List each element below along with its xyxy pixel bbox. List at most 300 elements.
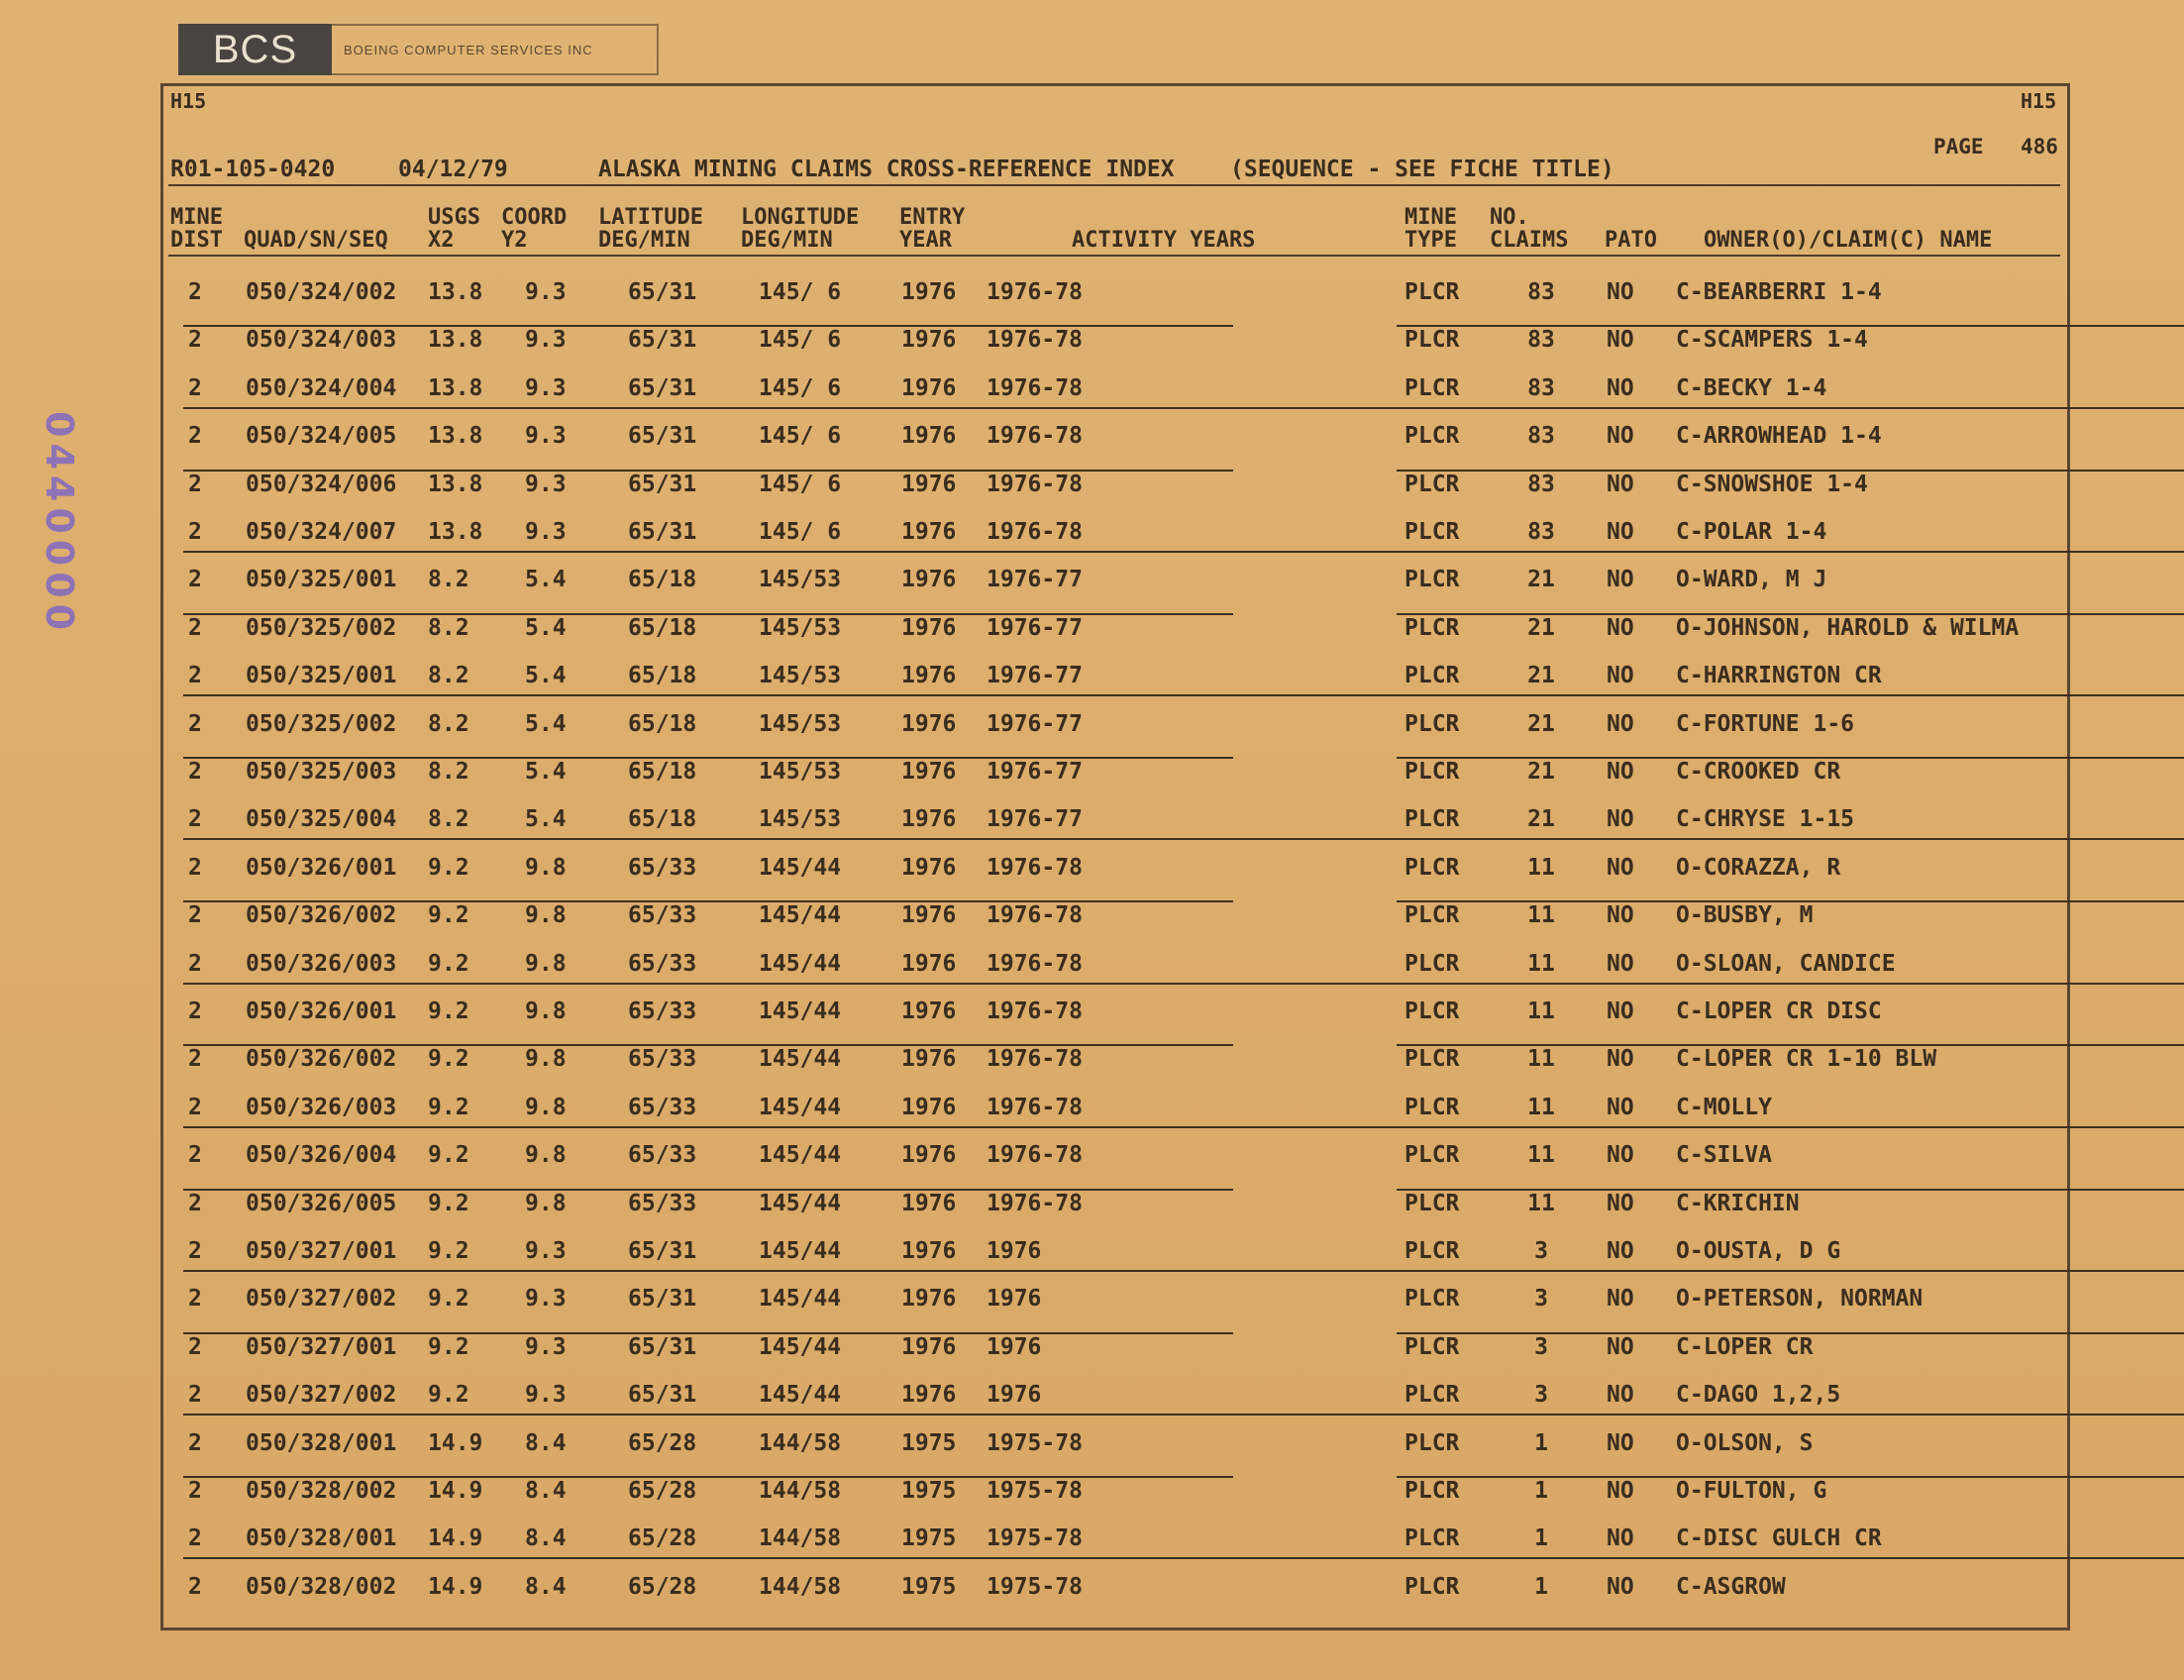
cell-quad: 050/325/002 [246, 615, 397, 641]
cell-claims: 21 [1527, 663, 1555, 688]
cell-activity: 1976-78 [987, 423, 1083, 449]
cell-lon: 145/53 [759, 615, 842, 641]
cell-x2: 14.9 [428, 1430, 483, 1456]
cell-name: C-KRICHIN [1676, 1191, 1800, 1216]
table-row [168, 1566, 2060, 1606]
cell-lon: 144/58 [759, 1478, 842, 1504]
cell-lat: 65/33 [628, 1046, 697, 1072]
cell-x2: 9.2 [428, 902, 469, 928]
cell-lat: 65/33 [628, 902, 697, 928]
cell-pato: NO [1607, 423, 1634, 449]
cell-activity: 1975-78 [987, 1478, 1083, 1504]
cell-activity: 1976 [987, 1334, 1042, 1360]
cell-pato: NO [1607, 472, 1634, 497]
cell-x2: 9.2 [428, 1334, 469, 1360]
cell-dist: 2 [188, 1334, 202, 1360]
cell-type: PLCR [1404, 1142, 1460, 1168]
cell-type: PLCR [1404, 998, 1460, 1024]
cell-pato: NO [1607, 1286, 1634, 1312]
cell-y2: 5.4 [525, 711, 567, 737]
cell-lat: 65/31 [628, 472, 697, 497]
cell-dist: 2 [188, 375, 202, 401]
cell-lat: 65/33 [628, 1095, 697, 1120]
cell-name: O-WARD, M J [1676, 567, 1827, 592]
table-row [168, 368, 2060, 407]
cell-type: PLCR [1404, 1046, 1460, 1072]
cell-entry: 1975 [901, 1430, 957, 1456]
table-row [168, 1087, 2060, 1126]
cell-x2: 9.2 [428, 1095, 469, 1120]
cell-y2: 9.3 [525, 279, 567, 305]
cell-activity: 1975-78 [987, 1430, 1083, 1456]
cell-lon: 145/44 [759, 855, 842, 881]
cell-lon: 145/44 [759, 951, 842, 977]
cell-dist: 2 [188, 327, 202, 353]
cell-name: C-BECKY 1-4 [1676, 375, 1827, 401]
cell-y2: 5.4 [525, 759, 567, 785]
cell-lat: 65/28 [628, 1574, 697, 1600]
cell-x2: 9.2 [428, 855, 469, 881]
cell-dist: 2 [188, 1382, 202, 1408]
cell-activity: 1976-78 [987, 998, 1083, 1024]
cell-claims: 11 [1527, 1095, 1555, 1120]
cell-x2: 9.2 [428, 1142, 469, 1168]
cell-y2: 5.4 [525, 806, 567, 832]
cell-type: PLCR [1404, 1525, 1460, 1551]
cell-lat: 65/28 [628, 1478, 697, 1504]
cell-activity: 1976-78 [987, 519, 1083, 545]
cell-y2: 8.4 [525, 1430, 567, 1456]
cell-activity: 1975-78 [987, 1525, 1083, 1551]
cell-pato: NO [1607, 1142, 1634, 1168]
cell-pato: NO [1607, 1478, 1634, 1504]
cell-type: PLCR [1404, 375, 1460, 401]
cell-entry: 1976 [901, 375, 957, 401]
cell-type: PLCR [1404, 711, 1460, 737]
cell-entry: 1976 [901, 759, 957, 785]
separator-line [183, 1126, 2184, 1128]
cell-y2: 9.8 [525, 902, 567, 928]
cell-quad: 050/326/005 [246, 1191, 397, 1216]
cell-dist: 2 [188, 806, 202, 832]
cell-entry: 1976 [901, 663, 957, 688]
cell-y2: 9.8 [525, 855, 567, 881]
cell-pato: NO [1607, 1238, 1634, 1264]
cell-x2: 8.2 [428, 759, 469, 785]
separator-line [183, 983, 2184, 985]
cell-lat: 65/28 [628, 1430, 697, 1456]
cell-lon: 145/44 [759, 1238, 842, 1264]
cell-claims: 11 [1527, 998, 1555, 1024]
cell-y2: 9.8 [525, 1046, 567, 1072]
cell-lon: 145/ 6 [759, 519, 842, 545]
table-row [168, 1326, 2060, 1366]
cell-pato: NO [1607, 1430, 1634, 1456]
cell-lat: 65/31 [628, 1238, 697, 1264]
cell-y2: 9.3 [525, 1382, 567, 1408]
company-name: BOEING COMPUTER SERVICES INC [332, 24, 659, 75]
cell-y2: 9.3 [525, 472, 567, 497]
column-header-pato: PATO [1605, 228, 1657, 253]
cell-dist: 2 [188, 1191, 202, 1216]
cell-dist: 2 [188, 1142, 202, 1168]
cell-name: C-DAGO 1,2,5 [1676, 1382, 1841, 1408]
cell-y2: 5.4 [525, 663, 567, 688]
table-row [168, 655, 2060, 694]
cell-entry: 1976 [901, 902, 957, 928]
cell-type: PLCR [1404, 1430, 1460, 1456]
cell-pato: NO [1607, 806, 1634, 832]
cell-type: PLCR [1404, 1478, 1460, 1504]
cell-name: C-LOPER CR DISC [1676, 998, 1882, 1024]
cell-pato: NO [1607, 902, 1634, 928]
cell-y2: 9.3 [525, 1286, 567, 1312]
cell-x2: 13.8 [428, 327, 483, 353]
cell-claims: 3 [1534, 1334, 1548, 1360]
cell-dist: 2 [188, 951, 202, 977]
cell-lon: 144/58 [759, 1430, 842, 1456]
cell-x2: 13.8 [428, 423, 483, 449]
cell-entry: 1976 [901, 279, 957, 305]
table-row [168, 1230, 2060, 1270]
cell-claims: 11 [1527, 1142, 1555, 1168]
cell-pato: NO [1607, 567, 1634, 592]
table-row [168, 1470, 2060, 1510]
frame-code-right: H15 [2021, 89, 2057, 113]
report-title: ALASKA MINING CLAIMS CROSS-REFERENCE INDEX [598, 157, 1175, 182]
cell-activity: 1975-78 [987, 1574, 1083, 1600]
column-header-lat: LATITUDE DEG/MIN [598, 205, 703, 253]
cell-dist: 2 [188, 1095, 202, 1120]
cell-lat: 65/31 [628, 1286, 697, 1312]
table-row [168, 1422, 2060, 1462]
cell-type: PLCR [1404, 1286, 1460, 1312]
cell-quad: 050/327/001 [246, 1334, 397, 1360]
cell-dist: 2 [188, 519, 202, 545]
cell-activity: 1976-77 [987, 615, 1083, 641]
cell-x2: 9.2 [428, 1191, 469, 1216]
cell-quad: 050/324/004 [246, 375, 397, 401]
cell-type: PLCR [1404, 615, 1460, 641]
cell-name: C-POLAR 1-4 [1676, 519, 1827, 545]
cell-pato: NO [1607, 327, 1634, 353]
cell-type: PLCR [1404, 759, 1460, 785]
table-row [168, 798, 2060, 838]
cell-pato: NO [1607, 759, 1634, 785]
cell-activity: 1976-78 [987, 855, 1083, 881]
table-row [168, 271, 2060, 311]
cell-dist: 2 [188, 1286, 202, 1312]
cell-claims: 83 [1527, 472, 1555, 497]
cell-lon: 145/44 [759, 902, 842, 928]
cell-dist: 2 [188, 711, 202, 737]
cell-x2: 14.9 [428, 1478, 483, 1504]
cell-quad: 050/326/003 [246, 951, 397, 977]
cell-y2: 9.8 [525, 951, 567, 977]
column-header-mine-type: MINE TYPE [1404, 205, 1457, 253]
cell-lon: 144/58 [759, 1574, 842, 1600]
cell-x2: 9.2 [428, 1382, 469, 1408]
cell-dist: 2 [188, 472, 202, 497]
page-number: 486 [2021, 135, 2058, 158]
cell-type: PLCR [1404, 519, 1460, 545]
cell-lon: 145/44 [759, 1046, 842, 1072]
cell-lat: 65/18 [628, 615, 697, 641]
cell-lon: 144/58 [759, 1525, 842, 1551]
cell-claims: 83 [1527, 375, 1555, 401]
cell-entry: 1976 [901, 423, 957, 449]
cell-pato: NO [1607, 1382, 1634, 1408]
column-header-mine-dist: MINE DIST [170, 205, 223, 253]
cell-activity: 1976-77 [987, 759, 1083, 785]
cell-pato: NO [1607, 855, 1634, 881]
cell-y2: 9.8 [525, 1191, 567, 1216]
cell-lat: 65/18 [628, 663, 697, 688]
cell-type: PLCR [1404, 423, 1460, 449]
cell-type: PLCR [1404, 567, 1460, 592]
bcs-logo: BCS [178, 24, 332, 75]
cell-entry: 1976 [901, 472, 957, 497]
cell-y2: 9.3 [525, 1334, 567, 1360]
cell-quad: 050/325/004 [246, 806, 397, 832]
cell-activity: 1976-77 [987, 711, 1083, 737]
cell-activity: 1976-77 [987, 663, 1083, 688]
cell-activity: 1976-78 [987, 279, 1083, 305]
cell-x2: 13.8 [428, 279, 483, 305]
cell-lat: 65/28 [628, 1525, 697, 1551]
cell-lon: 145/44 [759, 1095, 842, 1120]
cell-lon: 145/44 [759, 1142, 842, 1168]
cell-quad: 050/325/003 [246, 759, 397, 785]
cell-x2: 8.2 [428, 567, 469, 592]
table-row [168, 1278, 2060, 1317]
cell-dist: 2 [188, 663, 202, 688]
cell-entry: 1976 [901, 951, 957, 977]
cell-pato: NO [1607, 1046, 1634, 1072]
cell-entry: 1976 [901, 567, 957, 592]
cell-x2: 9.2 [428, 951, 469, 977]
cell-quad: 050/324/003 [246, 327, 397, 353]
cell-type: PLCR [1404, 951, 1460, 977]
cell-lat: 65/18 [628, 806, 697, 832]
cell-type: PLCR [1404, 1238, 1460, 1264]
cell-lat: 65/31 [628, 375, 697, 401]
cell-y2: 9.3 [525, 423, 567, 449]
cell-y2: 8.4 [525, 1525, 567, 1551]
cell-claims: 83 [1527, 279, 1555, 305]
cell-lon: 145/44 [759, 1382, 842, 1408]
cell-claims: 11 [1527, 855, 1555, 881]
cell-x2: 8.2 [428, 711, 469, 737]
cell-lat: 65/33 [628, 1142, 697, 1168]
separator-line [183, 1557, 2184, 1559]
cell-y2: 9.3 [525, 1238, 567, 1264]
cell-name: O-OLSON, S [1676, 1430, 1814, 1456]
report-date: 04/12/79 [398, 157, 508, 182]
cell-type: PLCR [1404, 1382, 1460, 1408]
cell-lat: 65/31 [628, 519, 697, 545]
table-row [168, 847, 2060, 887]
cell-pato: NO [1607, 1574, 1634, 1600]
frame-code-left: H15 [170, 89, 207, 113]
cell-x2: 13.8 [428, 375, 483, 401]
cell-name: C-HARRINGTON CR [1676, 663, 1882, 688]
cell-entry: 1976 [901, 1334, 957, 1360]
cell-dist: 2 [188, 1046, 202, 1072]
cell-lat: 65/33 [628, 1191, 697, 1216]
cell-entry: 1975 [901, 1525, 957, 1551]
cell-entry: 1976 [901, 998, 957, 1024]
cell-lon: 145/53 [759, 711, 842, 737]
cell-dist: 2 [188, 1478, 202, 1504]
cell-lat: 65/33 [628, 998, 697, 1024]
cell-lat: 65/31 [628, 423, 697, 449]
cell-lat: 65/18 [628, 567, 697, 592]
cell-lon: 145/53 [759, 567, 842, 592]
cell-dist: 2 [188, 1430, 202, 1456]
cell-y2: 5.4 [525, 567, 567, 592]
cell-name: C-FORTUNE 1-6 [1676, 711, 1855, 737]
cell-quad: 050/326/003 [246, 1095, 397, 1120]
report-id: R01-105-0420 [170, 157, 336, 182]
header-rule [168, 255, 2060, 257]
cell-quad: 050/328/001 [246, 1525, 397, 1551]
cell-activity: 1976-78 [987, 1191, 1083, 1216]
cell-claims: 3 [1534, 1238, 1548, 1264]
cell-quad: 050/324/002 [246, 279, 397, 305]
cell-dist: 2 [188, 998, 202, 1024]
page-label: PAGE [1933, 135, 1984, 158]
cell-x2: 9.2 [428, 1286, 469, 1312]
cell-name: O-FULTON, G [1676, 1478, 1827, 1504]
cell-activity: 1976 [987, 1382, 1042, 1408]
cell-claims: 1 [1534, 1478, 1548, 1504]
cell-claims: 83 [1527, 519, 1555, 545]
table-row [168, 1183, 2060, 1222]
cell-lon: 145/ 6 [759, 327, 842, 353]
cell-quad: 050/324/006 [246, 472, 397, 497]
cell-entry: 1976 [901, 327, 957, 353]
cell-y2: 8.4 [525, 1478, 567, 1504]
cell-entry: 1976 [901, 711, 957, 737]
cell-dist: 2 [188, 1574, 202, 1600]
cell-pato: NO [1607, 1095, 1634, 1120]
cell-dist: 2 [188, 759, 202, 785]
table-row [168, 751, 2060, 790]
cell-type: PLCR [1404, 1191, 1460, 1216]
cell-dist: 2 [188, 279, 202, 305]
column-header-coord-y2: COORD Y2 [501, 205, 568, 253]
cell-x2: 9.2 [428, 1238, 469, 1264]
cell-quad: 050/326/002 [246, 902, 397, 928]
cell-y2: 5.4 [525, 615, 567, 641]
cell-quad: 050/324/005 [246, 423, 397, 449]
cell-x2: 8.2 [428, 806, 469, 832]
cell-dist: 2 [188, 615, 202, 641]
cell-lon: 145/ 6 [759, 279, 842, 305]
cell-quad: 050/327/002 [246, 1382, 397, 1408]
column-header-quad: QUAD/SN/SEQ [244, 228, 388, 253]
cell-lon: 145/ 6 [759, 472, 842, 497]
cell-quad: 050/328/001 [246, 1430, 397, 1456]
cell-name: O-CORAZZA, R [1676, 855, 1841, 881]
cell-lon: 145/44 [759, 1334, 842, 1360]
cell-type: PLCR [1404, 855, 1460, 881]
cell-name: C-MOLLY [1676, 1095, 1772, 1120]
cell-quad: 050/326/001 [246, 855, 397, 881]
cell-quad: 050/325/001 [246, 663, 397, 688]
cell-name: O-SLOAN, CANDICE [1676, 951, 1896, 977]
cell-type: PLCR [1404, 1095, 1460, 1120]
table-row [168, 319, 2060, 359]
table-row [168, 1134, 2060, 1174]
cell-pato: NO [1607, 998, 1634, 1024]
cell-dist: 2 [188, 855, 202, 881]
separator-line [183, 1414, 2184, 1416]
cell-quad: 050/328/002 [246, 1574, 397, 1600]
cell-lat: 65/33 [628, 951, 697, 977]
cell-name: C-CHRYSE 1-15 [1676, 806, 1855, 832]
cell-claims: 3 [1534, 1286, 1548, 1312]
cell-name: O-BUSBY, M [1676, 902, 1814, 928]
cell-name: C-ASGROW [1676, 1574, 1786, 1600]
separator-line [183, 407, 2184, 409]
cell-x2: 8.2 [428, 663, 469, 688]
cell-activity: 1976-78 [987, 1095, 1083, 1120]
cell-lat: 65/31 [628, 327, 697, 353]
table-row [168, 1374, 2060, 1414]
cell-activity: 1976-78 [987, 327, 1083, 353]
cell-entry: 1976 [901, 1286, 957, 1312]
cell-quad: 050/326/002 [246, 1046, 397, 1072]
cell-type: PLCR [1404, 472, 1460, 497]
cell-quad: 050/326/004 [246, 1142, 397, 1168]
cell-name: O-JOHNSON, HAROLD & WILMA [1676, 615, 2020, 641]
cell-claims: 21 [1527, 711, 1555, 737]
cell-activity: 1976-78 [987, 902, 1083, 928]
cell-entry: 1976 [901, 519, 957, 545]
cell-type: PLCR [1404, 663, 1460, 688]
cell-entry: 1976 [901, 1142, 957, 1168]
cell-activity: 1976-78 [987, 375, 1083, 401]
cell-dist: 2 [188, 1238, 202, 1264]
cell-activity: 1976-78 [987, 1046, 1083, 1072]
cell-claims: 21 [1527, 759, 1555, 785]
cell-pato: NO [1607, 375, 1634, 401]
table-row [168, 559, 2060, 598]
column-header-lon: LONGITUDE DEG/MIN [741, 205, 860, 253]
cell-y2: 9.8 [525, 1095, 567, 1120]
cell-entry: 1976 [901, 855, 957, 881]
cell-activity: 1976-78 [987, 1142, 1083, 1168]
table-row [168, 464, 2060, 503]
cell-claims: 1 [1534, 1574, 1548, 1600]
cell-quad: 050/326/001 [246, 998, 397, 1024]
table-row [168, 703, 2060, 743]
cell-quad: 050/327/002 [246, 1286, 397, 1312]
cell-entry: 1975 [901, 1574, 957, 1600]
cell-lon: 145/44 [759, 998, 842, 1024]
separator-line [183, 694, 2184, 696]
cell-lon: 145/53 [759, 759, 842, 785]
separator-line [183, 838, 2184, 840]
cell-lat: 65/31 [628, 279, 697, 305]
cell-name: C-ARROWHEAD 1-4 [1676, 423, 1882, 449]
cell-claims: 83 [1527, 327, 1555, 353]
cell-x2: 9.2 [428, 1046, 469, 1072]
cell-type: PLCR [1404, 1574, 1460, 1600]
cell-name: C-SCAMPERS 1-4 [1676, 327, 1868, 353]
